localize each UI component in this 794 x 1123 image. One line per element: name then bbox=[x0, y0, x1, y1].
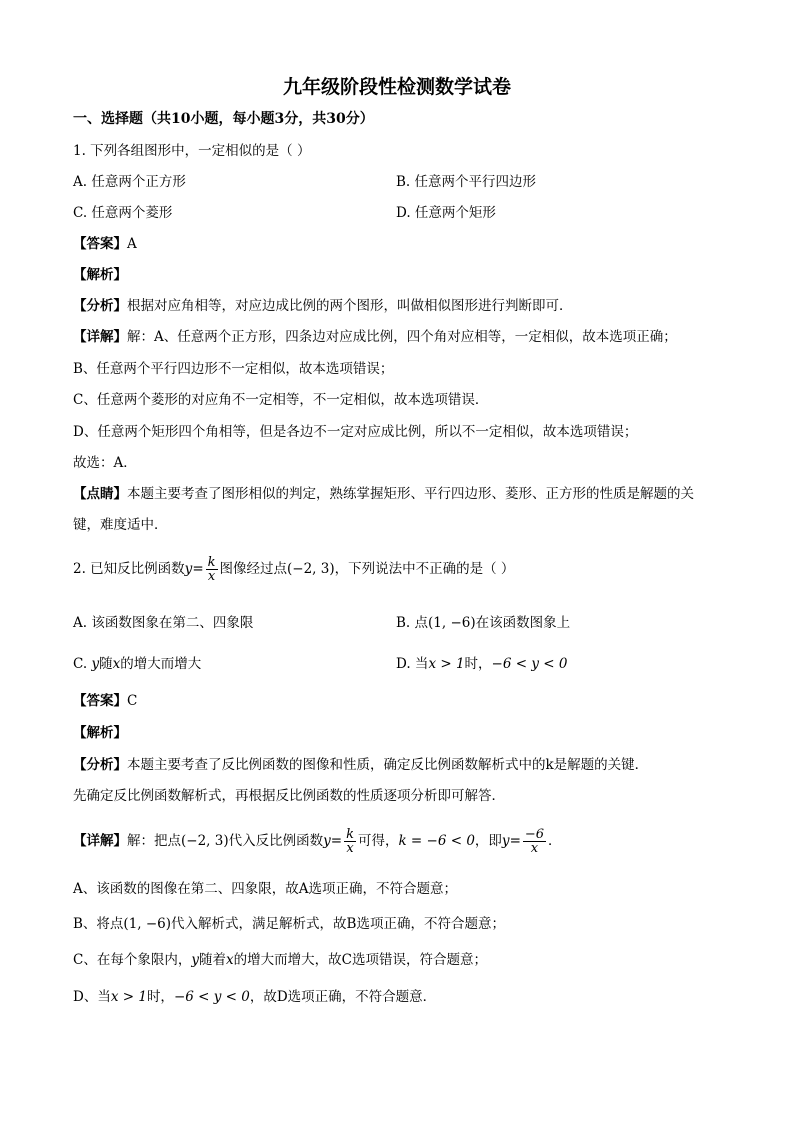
frac-num: k bbox=[207, 555, 216, 570]
dianjing-text: 本题主要考查了图形相似的判定，熟练掌握矩形、平行四边形、菱形、正方形的性质是解题的关 bbox=[127, 486, 694, 502]
math-x-gt-1: x > 1 bbox=[428, 656, 465, 672]
q2-lined-post: ，故D选项正确，不符合题意． bbox=[249, 989, 437, 1005]
math-point-b: (1, −6) bbox=[428, 615, 476, 631]
question-2-stem bbox=[73, 554, 514, 584]
frac-den: x bbox=[207, 569, 216, 584]
q1-answer bbox=[73, 235, 137, 253]
math-y: y bbox=[501, 833, 510, 849]
q1-dianjing-cont: 键，难度适中． bbox=[73, 517, 168, 533]
q1-option-c: C. 任意两个菱形 bbox=[73, 205, 173, 221]
frac-num: k bbox=[346, 827, 354, 842]
math-point: (−2, 3) bbox=[287, 561, 335, 577]
fenxi-text: 根据对应角相等，对应边成比例的两个图形，叫做相似图形进行判断即可． bbox=[127, 298, 573, 314]
fenxi-tag: 【分析】 bbox=[73, 298, 127, 314]
q2-line-d bbox=[73, 988, 436, 1006]
q1-option-b: B. 任意两个平行四边形 bbox=[396, 174, 537, 190]
math-eq: = bbox=[330, 833, 343, 849]
q2-lined-pre: D、当 bbox=[73, 989, 111, 1005]
fenxi-text: 本题主要考查了反比例函数的图像和性质，确定反比例函数解析式中的k是解题的关键． bbox=[127, 757, 649, 773]
frac-den: x bbox=[530, 841, 539, 856]
q2-fenxi bbox=[73, 756, 648, 774]
math-point-b: (1, −6) bbox=[123, 916, 172, 932]
q2-lined-mid: 时， bbox=[146, 989, 174, 1005]
q2-optb-post: 在该函数图象上 bbox=[475, 615, 571, 631]
answer-tag: 【答案】 bbox=[73, 236, 127, 252]
math-x-gt-1: x > 1 bbox=[110, 989, 147, 1005]
q2-answer bbox=[73, 692, 137, 710]
math-x: x bbox=[112, 656, 121, 672]
xiangjie-text: 解：A、任意两个正方形，四条边对应成比例，四个角对应相等，一定相似，故本选项正确； bbox=[127, 329, 677, 345]
math-eq: = bbox=[509, 833, 521, 849]
math-eq: = bbox=[192, 561, 204, 577]
math-point: (−2, 3) bbox=[181, 833, 229, 849]
q2-optd-pre: D. 当 bbox=[396, 656, 429, 672]
xj-mid3: ，即 bbox=[474, 833, 502, 849]
q2-optd-mid: 时， bbox=[464, 656, 492, 672]
q2-line-b bbox=[73, 915, 505, 933]
page-title: 九年级阶段性检测数学试卷 bbox=[282, 76, 511, 98]
math-y: y bbox=[191, 952, 199, 968]
q1-xiangjie bbox=[73, 328, 677, 346]
q2-linec-pre: C、在每个象限内， bbox=[73, 952, 192, 968]
section-heading: 一、选择题（共10小题，每小题3分，共30分） bbox=[73, 111, 374, 127]
q2-linec-post: 的增大而增大，故C选项错误，符合题意； bbox=[233, 952, 487, 968]
fraction-neg6-over-x bbox=[523, 828, 546, 855]
xj-post: ． bbox=[548, 833, 562, 849]
q1-option-d: D. 任意两个矩形 bbox=[396, 205, 496, 221]
q2-line-a: A、该函数的图像在第二、四象限，故A选项正确，不符合题意； bbox=[73, 881, 457, 897]
fraction-k-over-x bbox=[344, 828, 356, 855]
q2-analysis-tag: 【解析】 bbox=[73, 725, 127, 741]
q2-optc-pre: C. bbox=[73, 656, 88, 672]
frac-den: x bbox=[346, 841, 354, 856]
math-y: y bbox=[323, 833, 331, 849]
fenxi-tag: 【分析】 bbox=[73, 757, 127, 773]
q1-dianjing bbox=[73, 485, 694, 503]
xj-pre: 解：把点 bbox=[127, 833, 181, 849]
q1-line-b: B、任意两个平行四边形不一定相似，故本选项错误； bbox=[73, 361, 394, 377]
q1-option-a: A. 任意两个正方形 bbox=[73, 174, 186, 190]
q1-line-c: C、任意两个菱形的对应角不一定相等，不一定相似，故本选项错误． bbox=[73, 392, 489, 408]
q2-option-c bbox=[73, 655, 201, 673]
q2-stem-post: ，下列说法中不正确的是（ ） bbox=[334, 561, 515, 577]
q2-optc-mid: 随 bbox=[99, 656, 113, 672]
q2-lineb-post: 代入解析式，满足解析式，故B选项正确，不符合题意； bbox=[171, 916, 505, 932]
q2-option-a: A. 该函数图象在第二、四象限 bbox=[73, 615, 254, 631]
q1-line-d: D、任意两个矩形四个角相等，但是各边不一定对应成比例，所以不一定相似，故本选项错误； bbox=[73, 424, 638, 440]
answer-value: C bbox=[127, 693, 138, 709]
q2-fenxi-cont: 先确定反比例函数解析式，再根据反比例函数的性质逐项分析即可解答． bbox=[73, 788, 505, 804]
q1-analysis-tag: 【解析】 bbox=[73, 267, 127, 283]
xj-mid: 代入反比例函数 bbox=[228, 833, 324, 849]
question-1-stem: 1. 下列各组图形中，一定相似的是（ ） bbox=[73, 143, 311, 159]
answer-tag: 【答案】 bbox=[73, 693, 127, 709]
dianjing-tag: 【点睛】 bbox=[73, 486, 127, 502]
q2-optc-post: 的增大而增大 bbox=[120, 656, 202, 672]
answer-value: A bbox=[127, 236, 137, 252]
xiangjie-tag: 【详解】 bbox=[73, 329, 127, 345]
xiangjie-tag: 【详解】 bbox=[73, 833, 127, 849]
q2-option-b bbox=[396, 614, 570, 632]
math-y: y bbox=[184, 561, 193, 577]
q2-stem-mid: 图像经过点 bbox=[219, 561, 288, 577]
q1-choose: 故选：A． bbox=[73, 455, 137, 471]
q2-line-c bbox=[73, 951, 487, 969]
q1-fenxi bbox=[73, 297, 573, 315]
fraction-k-over-x bbox=[206, 556, 218, 583]
frac-num: −6 bbox=[524, 827, 545, 842]
q2-lineb-pre: B、将点 bbox=[73, 916, 124, 932]
math-range: −6 < y < 0 bbox=[491, 656, 568, 672]
xj-mid2: 可得， bbox=[357, 833, 399, 849]
math-y: y bbox=[91, 656, 100, 672]
q2-linec-mid: 随着 bbox=[198, 952, 226, 968]
q2-stem-pre: 2. 已知反比例函数 bbox=[73, 561, 185, 577]
q2-optb-pre: B. 点 bbox=[396, 615, 429, 631]
math-x: x bbox=[225, 952, 234, 968]
math-range: −6 < y < 0 bbox=[173, 989, 250, 1005]
q2-xiangjie bbox=[73, 826, 562, 856]
q2-option-d bbox=[396, 655, 567, 673]
math-k-eq: k = −6 < 0 bbox=[398, 833, 475, 849]
